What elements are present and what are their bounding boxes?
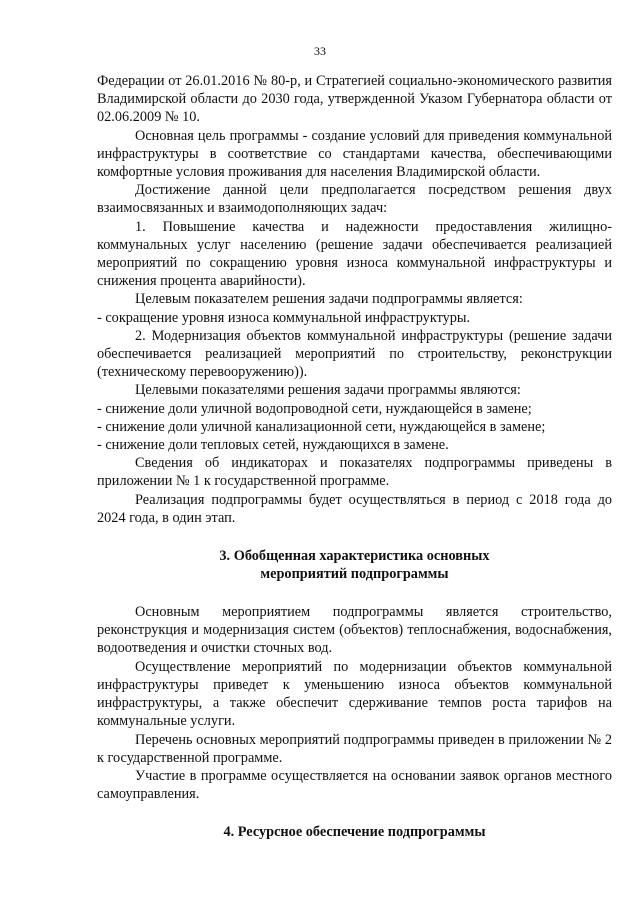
paragraph: Федерации от 26.01.2016 № 80-р, и Стратегией социально-экономического развития Владимирской области до 2030 года, утвержденной Указом Губернатора области от 02.06.2009 № 10. (97, 73, 612, 126)
paragraph: Перечень основных мероприятий подпрограммы приведен в приложении № 2 к государственной программе. (97, 731, 612, 766)
indicator-item: - снижение доли уличной водопроводной сети, нуждающейся в замене; (97, 400, 532, 417)
task-2: 2. Модернизация объектов коммунальной инфраструктуры (решение задачи обеспечивается реализацией мероприятий по строительству, реконструкции (техническому перевооружению)). (97, 327, 612, 381)
document-body (97, 72, 612, 841)
paragraph: Сведения об индикаторах и показателях подпрограммы приведены в приложении № 1 к государственной программе. (97, 455, 612, 490)
section-3-heading (97, 547, 612, 583)
indicator-item: - сокращение уровня износа коммунальной инфраструктуры. (97, 309, 471, 326)
paragraph: Осуществление мероприятий по модернизации объектов коммунальной инфраструктуры приведет к уменьшению износа объектов коммунальной инфраструктуры, а также обеспечит сдерживание темпов роста тарифов на коммунальные услуги. (97, 658, 612, 730)
section-4-heading: 4. Ресурсное обеспечение подпрограммы (223, 824, 486, 841)
indicator-item: - снижение доли уличной канализационной сети, нуждающейся в замене; (97, 418, 546, 435)
section-3-heading-line-1: 3. Обобщенная характеристика основных (219, 548, 490, 565)
indicator-item: - снижение доли тепловых сетей, нуждающихся в замене. (97, 437, 449, 454)
paragraph: Достижение данной цели предполагается посредством решения двух взаимосвязанных и взаимодополняющих задач: (97, 182, 612, 217)
page-number: 33 (314, 44, 326, 58)
section-3-heading-line-2: мероприятий подпрограммы (260, 566, 449, 583)
paragraph: Целевым показателем решения задачи подпрограммы является: (135, 291, 523, 308)
paragraph: Основная цель программы - создание условий для приведения коммунальной инфраструктуры в соответствие со стандартами качества, обеспечивающими комфортные условия проживания для населения Владимирской области. (97, 127, 612, 181)
task-1: 1. Повышение качества и надежности предоставления жилищно-коммунальных услуг населению (решение задачи обеспечивается реализацией мероприятий по сокращению уровня износа коммунальной инфраструктуры и снижения процента аварийности). (97, 218, 612, 290)
paragraph: Участие в программе осуществляется на основании заявок органов местного самоуправления. (97, 767, 612, 803)
paragraph: Целевыми показателями решения задачи программы являются: (135, 382, 521, 399)
paragraph: Основным мероприятием подпрограммы является строительство, реконструкция и модернизация систем (объектов) теплоснабжения, водоснабжения, водоотведения и очистки сточных вод. (97, 604, 612, 657)
paragraph: Реализация подпрограммы будет осуществляться в период с 2018 года до 2024 года, в один этап. (97, 491, 612, 526)
